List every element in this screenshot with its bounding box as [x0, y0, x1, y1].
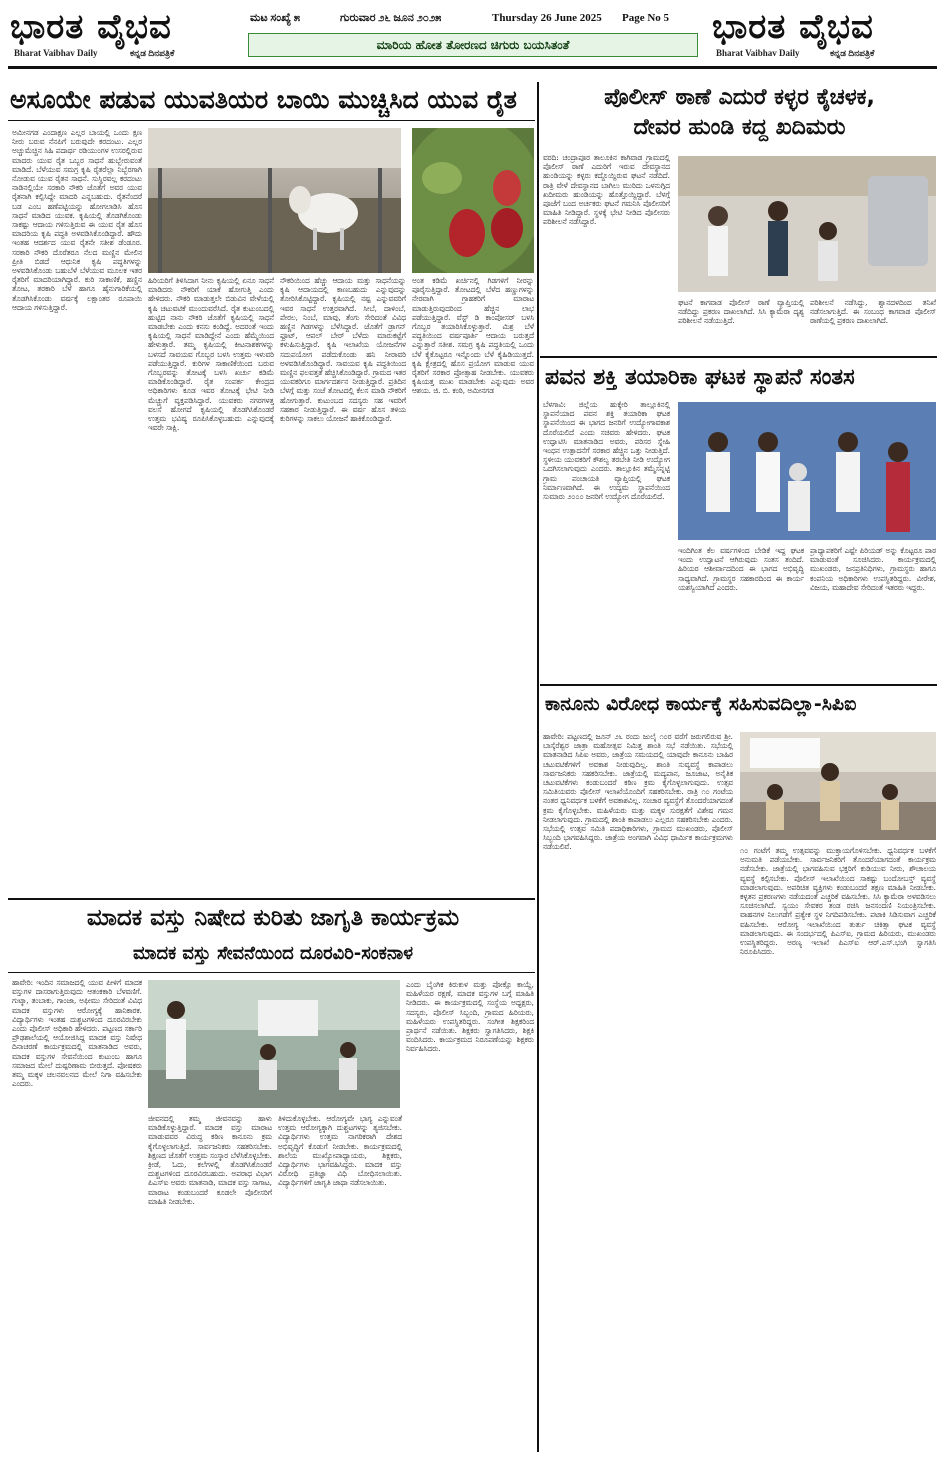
- a2-column-2: ಘಟನೆ ಕಾಗವಾಡ ಪೊಲೀಸ್ ಠಾಣೆ ವ್ಯಾಪ್ತಿಯಲ್ಲಿ ನಡೆದಿದ್ದು ಪ್ರಕರಣ ದಾಖಲಾಗಿದೆ. ಸಿಸಿ ಕ್ಯಾಮೆರಾ ದೃಶ್ಯ ಪರಿಶೀಲನೆ ನಡೆಯುತ್ತಿದೆ.: [678, 298, 804, 326]
- masthead-subtitle-en-left: Bharat Vaibhav Daily: [14, 48, 98, 58]
- masthead-strap: ಮಾರಿಯ ಹೋತ ತೋರಣದ ಚಿಗುರು ಬಯಸಿತಂತೆ: [248, 33, 698, 57]
- masthead-subtitle-kn-right: ಕನ್ನಡ ದಿನಪತ್ರಿಕೆ: [830, 48, 875, 58]
- masthead-title-right: ಭಾರತ ವೈಭವ: [712, 7, 874, 47]
- a2-column-3: ಪರಿಶೀಲನೆ ನಡೆಸಿದ್ದು, ಶ್ವಾನದಳದಿಂದ ತನಿಖೆ ನಡೆಸಲಾಗುತ್ತಿದೆ. ಈ ಸಂಬಂಧ ಕಾಗವಾಡ ಪೊಲೀಸ್ ಠಾಣೆಯಲ್ಲಿ ಪ್ರಕರಣ ದಾಖಲಾಗಿದೆ.: [810, 298, 936, 326]
- a1-column-1: ಅಮೀನಗಡ ಎಂದಾಕ್ಷಣ ಎಲ್ಲರ ಬಾಯಲ್ಲಿ ಒಂದು ಕ್ಷಣ ನೀರು ಬರುವ ನೆನಪಿಗೆ ಬರುವುದೇ ಕರದಂಟು. ಎಲ್ಲರ ಅಚ್ಚುಮೆಚ್ಚಿನ ಸಿಹಿ ಪದಾರ್ಥ ರಡಿಯುಂಗಳ ಉಸರಲ್ಲಿರುವ ಮಾದರು ಯುವ ರೈತ ಒಬ್ಬರ ಸಾಧನೆ ಹುಬ್ಬೇರುವಂತೆ ಮಾಡಿದೆ. ಬೆಳೆಯುವ ಸಮಗ್ರ ಕೃಷಿ ರೈತರೆಲ್ಲಾ ನಿಬ್ಬೆರಗಾಗಿ ನೋಡುವ ಯುವ ರೈತನ ಸಾಧನೆ. ಸುಸ್ಥಿರವಲ್ಲ ಕರದಂಟು ನಾಡಿನಲ್ಲಿಯೇ ಸರಕಾರಿ ನೌಕರಿ ಜೊತೆಗೆ ಅವರ ಯುವ ರೈತನಾಗಿ ಕಲ್ಪಿಸಿದ್ದೇ ಮಾದರಿ ಎನ್ನಬಹುದು. ರೈತನೆಂದರೆ ಬಡ ಎಂಬ ಹಣೆಪಟ್ಟಿಯನ್ನು ಹೋಗಲಾಡಿಸಿ ಹೊಸ ಸಾಧನೆ ಮಾಡಿದ ಯುವಕ. ಕೃಷಿಯಲ್ಲಿ ತೊಡಗಿಕೊಂಡು ಸಾಕಷ್ಟು ಆದಾಯ ಗಳಿಸುತ್ತಿರುವ ಈ ಯುವ ರೈತ ಹೊಸ ಮಾದರಿಯ ಕೃಷಿ ಪದ್ಧತಿ ಅಳವಡಿಸಿಕೊಂಡಿದ್ದಾರೆ. ಹೌದು ಇಂತಹ ಆದರ್ಶದ ಯುವ ರೈತನೇ ಸತೀಶ ಡೆಂಡೂರ. ಸರಕಾರಿ ನೌಕರಿ ದೊರೆತರೂ ನೆಲದ ಮಣ್ಣಿನ ಮೇಲಿನ ಪ್ರೀತಿ ಬಿಡದೆ ಆಧುನಿಕ ಕೃಷಿ ಪದ್ಧತಿಗಳನ್ನು ಅಳವಡಿಸಿಕೊಂಡು ಬಹುಬೆಳೆ ಬೆಳೆಯುವ ಮೂಲಕ ಇತರ ರೈತರಿಗೆ ಮಾದರಿಯಾಗಿದ್ದಾರೆ. ಕುರಿ ಸಾಕಾಣಿಕೆ, ಹಣ್ಣಿನ ತೋಟ, ತರಕಾರಿ ಬೆಳೆ ಹಾಗೂ ಹೈನುಗಾರಿಕೆಯಲ್ಲಿ ತೊಡಗಿಸಿಕೊಂಡು ವರ್ಷಕ್ಕೆ ಲಕ್ಷಾಂತರ ರೂಪಾಯಿ ಆದಾಯ ಗಳಿಸುತ್ತಿದ್ದಾರೆ.: [12, 128, 142, 312]
- a5-column-2: ಜೀವನದಲ್ಲಿ ತಮ್ಮ ಜೀವನವನ್ನು ಹಾಳು ಮಾಡಿಕೊಳ್ಳುತ್ತಿದ್ದಾರೆ. ಮಾದಕ ವಸ್ತು ಮಾರಾಟ ಮಾಡುವವರ ವಿರುದ್ಧ ಕಠಿಣ ಕಾನೂನು ಕ್ರಮ ಕೈಗೊಳ್ಳಲಾಗುತ್ತಿದೆ. ಸಾರ್ವಜನಿಕರು ಸಹಕರಿಸಬೇಕು. ಶಿಕ್ಷಣದ ಜೊತೆಗೆ ಉತ್ತಮ ಸಂಸ್ಕಾರ ಬೆಳೆಸಿಕೊಳ್ಳಬೇಕು. ಕ್ರೀಡೆ, ಓದು, ಕಲೆಗಳಲ್ಲಿ ತೊಡಗಿಸಿಕೊಂಡರೆ ದುಶ್ಚಟಗಳಿಂದ ದೂರವಿರಬಹುದು. ಅಪರಾಧ ವಿಭಾಗ ಪಿಎಸ್ಐ ಅವರು ಮಾತನಾಡಿ, ಮಾದಕ ವಸ್ತು ಸಾಗಾಟ, ಮಾರಾಟ ಕಂಡುಬಂದರೆ ಕೂಡಲೇ ಪೊಲೀಸರಿಗೆ ಮಾಹಿತಿ ನೀಡಬೇಕು.: [148, 1114, 272, 1206]
- section-rule-1: [8, 898, 535, 900]
- a3-column-2: ಇಂದಿಗಿಂತ ಕೆಲ ವರ್ಷಗಳಿಂದ ಬೇಡಿಕೆ ಇದ್ದ ಘಟಕ ಇಂದು ಉದ್ಘಾಟನೆ ಆಗಿರುವುದು ಸಂತಸ ತಂದಿದೆ. ಹಿರಿಯರ ಆಶೀರ್ವಾದದಿಂದ ಈ ಭಾಗದ ಅಭಿವೃದ್ಧಿ ಸಾಧ್ಯವಾಗಿದೆ. ಗ್ರಾಮಸ್ಥರ ಸಹಕಾರದಿಂದ ಈ ಕಾರ್ಯ ಯಶಸ್ವಿಯಾಗಿದೆ ಎಂದರು.: [678, 546, 804, 592]
- a1-column-4: ಅಂತ ಕಡಿಮೆ ಖರ್ಚಿನಲ್ಲಿ ಗಿಡಗಳಿಗೆ ನೀರನ್ನು ಪೂರೈಸುತ್ತಿದ್ದಾರೆ. ತೋಟದಲ್ಲಿ ಬೆಳೆದ ಹಣ್ಣುಗಳನ್ನು ನೇರವಾಗಿ ಗ್ರಾಹಕರಿಗೆ ಮಾರಾಟ ಮಾಡುತ್ತಿರುವುದರಿಂದ ಹೆಚ್ಚಿನ ಲಾಭ ಪಡೆಯುತ್ತಿದ್ದಾರೆ. ವೆಸ್ಟ್ ಡಿ ಕಾಂಪೋಸರ್ ಬಳಸಿ ಗೊಬ್ಬರ ತಯಾರಿಸಿಕೊಳ್ಳುತ್ತಾರೆ. ಮಿಶ್ರ ಬೆಳೆ ಪದ್ಧತಿಯಿಂದ ವರ್ಷಪೂರ್ತಿ ಆದಾಯ ಬರುತ್ತದೆ ಎನ್ನುತ್ತಾರೆ ಸತೀಶ. ಸಮಗ್ರ ಕೃಷಿ ಪದ್ಧತಿಯಲ್ಲಿ ಒಂದು ಬೆಳೆ ಕೈಕೊಟ್ಟರೂ ಇನ್ನೊಂದು ಬೆಳೆ ಕೈಹಿಡಿಯುತ್ತದೆ. ಕೃಷಿ ಕ್ಷೇತ್ರದಲ್ಲಿ ಹೊಸ ಪ್ರಯೋಗ ಮಾಡುವ ಯುವ ರೈತರಿಗೆ ಸರಕಾರ ಪ್ರೋತ್ಸಾಹ ನೀಡಬೇಕು. ಯುವಕರು ಕೃಷಿಯತ್ತ ಮುಖ ಮಾಡಬೇಕು ಎನ್ನುವುದು ಅವರ ಆಶಯ. ಜಿ. ಬಿ. ಕಂಠಿ, ಅಮೀನಗಡ: [412, 276, 534, 396]
- fruit-photo: [412, 128, 534, 273]
- a5-column-3: ತಿಳಿದುಕೊಳ್ಳಬೇಕು. ಆರೋಗ್ಯವೇ ಭಾಗ್ಯ ಎನ್ನುವಂತೆ ಉತ್ತಮ ಆರೋಗ್ಯಕ್ಕಾಗಿ ದುಶ್ಚಟಗಳನ್ನು ತ್ಯಜಿಸಬೇಕು. ವಿದ್ಯಾರ್ಥಿಗಳು ಉತ್ತಮ ನಾಗರಿಕರಾಗಿ ದೇಶದ ಅಭಿವೃದ್ಧಿಗೆ ಕೊಡುಗೆ ನೀಡಬೇಕು. ಕಾರ್ಯಕ್ರಮದಲ್ಲಿ ಶಾಲೆಯ ಮುಖ್ಯೋಪಾಧ್ಯಾಯರು, ಶಿಕ್ಷಕರು, ವಿದ್ಯಾರ್ಥಿಗಳು ಭಾಗವಹಿಸಿದ್ದರು. ಮಾದಕ ವಸ್ತು ವಿರೋಧಿ ಪ್ರತಿಜ್ಞಾ ವಿಧಿ ಬೋಧಿಸಲಾಯಿತು. ವಿದ್ಯಾರ್ಥಿಗಳಿಗೆ ಜಾಗೃತಿ ಜಾಥಾ ನಡೆಸಲಾಯಿತು.: [278, 1114, 402, 1188]
- masthead-title-left: ಭಾರತ ವೈಭವ: [10, 7, 172, 47]
- column-divider: [537, 82, 539, 1452]
- headline-young-farmer: ಅಸೂಯೇ ಪಡುವ ಯುವತಿಯರ ಬಾಯಿ ಮುಚ್ಚಿಸಿದ ಯುವ ರೈತ: [10, 85, 517, 114]
- a5-column-1: ಹಾವೇರಿ: ಇಂದಿನ ಸಮಾಜದಲ್ಲಿ ಯುವ ಪೀಳಿಗೆ ಮಾದಕ ವಸ್ತುಗಳ ದಾಸರಾಗುತ್ತಿರುವುದು ಆತಂಕಕಾರಿ ಬೆಳವಣಿಗೆ. ಗುಟ್ಕಾ, ತಂಬಾಕು, ಗಾಂಜಾ, ಅಫೀಮು ಸೇರಿದಂತೆ ವಿವಿಧ ಮಾದಕ ವಸ್ತುಗಳು ಆರೋಗ್ಯಕ್ಕೆ ಹಾನಿಕಾರಕ. ವಿದ್ಯಾರ್ಥಿಗಳು ಇಂತಹ ದುಶ್ಚಟಗಳಿಂದ ದೂರವಿರಬೇಕು ಎಂದು ಪೊಲೀಸ್ ಅಧಿಕಾರಿ ಹೇಳಿದರು. ಪಟ್ಟಣದ ಸರ್ಕಾರಿ ಪ್ರೌಢಶಾಲೆಯಲ್ಲಿ ಆಯೋಜಿಸಿದ್ದ ಮಾದಕ ವಸ್ತು ನಿಷೇಧ ದಿನಾಚರಣೆ ಕಾರ್ಯಕ್ರಮದಲ್ಲಿ ಮಾತನಾಡಿದ ಅವರು, ಮಾದಕ ವಸ್ತುಗಳ ಸೇವನೆಯಿಂದ ಕುಟುಂಬ ಹಾಗೂ ಸಮಾಜದ ಮೇಲೆ ದುಷ್ಪರಿಣಾಮ ಬೀರುತ್ತದೆ. ಪೋಷಕರು ತಮ್ಮ ಮಕ್ಕಳ ಚಲನವಲನದ ಮೇಲೆ ನಿಗಾ ವಹಿಸಬೇಕು ಎಂದರು.: [12, 978, 142, 1089]
- temple-theft-photo: [678, 156, 936, 292]
- a5-column-4: ಎಂದು ಬೈಂಗಿಕ ಕಿರುಕುಳ ಮತ್ತು ಪೋಕ್ಸೊ ಕಾಯ್ದೆ, ಮಹಿಳೆಯರ ರಕ್ಷಣೆ, ಮಾದಕ ವಸ್ತುಗಳ ಬಗ್ಗೆ ಮಾಹಿತಿ ನೀಡಿದರು. ಈ ಕಾರ್ಯಕ್ರಮದಲ್ಲಿ ಸಂಸ್ಥೆಯ ಅಧ್ಯಕ್ಷರು, ಸದಸ್ಯರು, ಪೊಲೀಸ್ ಸಿಬ್ಬಂದಿ, ಗ್ರಾಮದ ಹಿರಿಯರು, ಮಹಿಳೆಯರು ಉಪಸ್ಥಿತರಿದ್ದರು. ಸಂಗೀತ ಶಿಕ್ಷಕರಿಂದ ಪ್ರಾರ್ಥನೆ ನಡೆಯಿತು. ಶಿಕ್ಷಕರು ಸ್ವಾಗತಿಸಿದರು, ಶಿಕ್ಷಕಿ ವಂದಿಸಿದರು. ಕಾರ್ಯಕ್ರಮದ ನಿರೂಪಣೆಯನ್ನು ಶಿಕ್ಷಕರು ನಿರ್ವಹಿಸಿದರು.: [406, 980, 534, 1054]
- masthead-subtitle-kn-left: ಕನ್ನಡ ದಿನಪತ್ರಿಕೆ: [130, 48, 175, 58]
- headline-temple-theft-1: ಪೊಲೀಸ್ ಠಾಣೆ ಎದುರೆ ಕಳ್ಳರ ಕೈಚಳಕ,: [604, 85, 875, 110]
- a3-column-1: ಬೆಳಗಾವಿ: ಜಿಲ್ಲೆಯ ಹುಕ್ಕೇರಿ ತಾಲ್ಲೂಕಿನಲ್ಲಿ ಸ್ಥಾಪನೆಯಾದ ಪವನ ಶಕ್ತಿ ತಯಾರಿಕಾ ಘಟಕ ಸ್ಥಾಪನೆಯಿಂದ ಈ ಭಾಗದ ಜನರಿಗೆ ಉದ್ಯೋಗಾವಕಾಶ ದೊರೆಯಲಿದೆ ಎಂದು ಸಚಿವರು ಹೇಳಿದರು. ಘಟಕ ಉದ್ಘಾಟಿಸಿ ಮಾತನಾಡಿದ ಅವರು, ಪರಿಸರ ಸ್ನೇಹಿ ಇಂಧನ ಉತ್ಪಾದನೆಗೆ ಸರಕಾರ ಹೆಚ್ಚಿನ ಒತ್ತು ನೀಡುತ್ತಿದೆ. ಸ್ಥಳೀಯ ಯುವಕರಿಗೆ ಕೌಶಲ್ಯ ತರಬೇತಿ ನೀಡಿ ಉದ್ಯೋಗ ಒದಗಿಸಲಾಗುವುದು ಎಂದರು. ತಾಲ್ಲೂಕಿನ ತಮ್ಮೆಸನ್ನಟ್ಟಿ ಗ್ರಾಮ ಪಂಚಾಯತಿ ವ್ಯಾಪ್ತಿಯಲ್ಲಿ ಘಟಕ ನಿರ್ಮಾಣವಾಗಿದೆ. ಈ ಉದ್ಯಮ ಸ್ಥಾಪನೆಯಿಂದ ಸುಮಾರು ೨೦೦೦ ಜನರಿಗೆ ಉದ್ಯೋಗ ದೊರೆಯಲಿದೆ.: [543, 400, 670, 502]
- headline-rule: [8, 120, 535, 121]
- date-kannada: ಗುರುವಾರ ೨೬ ಜೂನ ೨೦೨೫: [340, 12, 442, 24]
- a3-column-3: ಪ್ರಾಧ್ಯಾಪಕರಿಗೆ ಎಷ್ಟೇ ಪಿರಿಯಡ್ ಅನ್ನು ಕೊಟ್ಟರೂ ಪಾಠ ಮಾಡುವಂತೆ ಸೂಚಿಸಿದರು. ಕಾರ್ಯಕ್ರಮದಲ್ಲಿ ಮುಖಂಡರು, ಜನಪ್ರತಿನಿಧಿಗಳು, ಗ್ರಾಮಸ್ಥರು ಹಾಗೂ ಕಂಪನಿಯ ಅಧಿಕಾರಿಗಳು ಉಪಸ್ಥಿತರಿದ್ದರು. ವೀರೇಶ, ವಿಜಯ, ಮಹಾದೇವ ಸೇರಿದಂತೆ ಇತರರು ಇದ್ದರು.: [810, 546, 936, 592]
- issue-number: ಮಟ ಸಂಖ್ಯೆ ೫: [250, 12, 300, 24]
- section-rule-2: [540, 356, 937, 358]
- subheadline-drug-awareness: ಮಾದಕ ವಸ್ತು ಸೇವನೆಯಿಂದ ದೂರವಿರಿ-ಸಂಕನಾಳ: [132, 943, 414, 964]
- sheep-photo: [148, 128, 401, 273]
- masthead-rule: [8, 66, 937, 69]
- headline-cpi-warning: ಕಾನೂನು ವಿರೋಧ ಕಾರ್ಯಕ್ಕೆ ಸಹಿಸುವದಿಲ್ಲಾ-ಸಿಪಿಐ: [545, 693, 857, 715]
- headline-wind-power: ಪವನ ಶಕ್ತಿ ತಯಾರಿಕಾ ಘಟಕ ಸ್ಥಾಪನೆ ಸಂತಸ: [545, 365, 855, 390]
- a1-column-2: ಹಿರಿಯರಿಗೆ ತಿಳಿಸಿದಾಗ ನೀನು ಕೃಷಿಯಲ್ಲಿ ಏನೂ ಸಾಧನೆ ಮಾಡಿದರು ನೌಕರಿಗೆ ಯಾಕೆ ಹೋಗುತ್ತಿ ಎಂದು ಹೇಳಿದರು. ನೌಕರಿ ಮಾಡುತ್ತಲೇ ಬಿಡುವಿನ ವೇಳೆಯಲ್ಲಿ ಕೃಷಿ ಚಟುವಟಿಕೆ ಮುಂದುವರೆಸಿದೆ. ರೈತ ಕುಟುಂಬದಲ್ಲಿ ಹುಟ್ಟಿದ ನಾನು ನೌಕರಿ ಜೊತೆಗೆ ಕೃಷಿಯಲ್ಲಿ ಸಾಧನೆ ಮಾಡಬೇಕು ಎಂದು ಕನಸು ಕಂಡಿದ್ದೆ. ಅದರಂತೆ ಇಂದು ಕೃಷಿಯಲ್ಲಿ ಸಾಧನೆ ಮಾಡಿದ್ದೇನೆ ಎಂದು ಹೆಮ್ಮೆಯಿಂದ ಹೇಳುತ್ತಾರೆ. ತಮ್ಮ ಕೃಷಿಯಲ್ಲಿ ಕೀಟನಾಶಕಗಳನ್ನು ಬಳಸದೆ ಸಾವಯವ ಗೊಬ್ಬರ ಬಳಸಿ ಉತ್ತಮ ಇಳುವರಿ ಪಡೆಯುತ್ತಿದ್ದಾರೆ. ಕುರಿಗಳ ಸಾಕಾಣಿಕೆಯಿಂದ ಬರುವ ಗೊಬ್ಬರವನ್ನು ತೋಟಕ್ಕೆ ಬಳಸಿ ಖರ್ಚು ಕಡಿಮೆ ಮಾಡಿಕೊಂಡಿದ್ದಾರೆ. ರೈತ ಸಂಪರ್ಕ ಕೇಂದ್ರದ ಅಧಿಕಾರಿಗಳು ಕೂಡ ಇವರ ತೋಟಕ್ಕೆ ಭೇಟಿ ನೀಡಿ ಮೆಚ್ಚುಗೆ ವ್ಯಕ್ತಪಡಿಸಿದ್ದಾರೆ. ಯುವಕರು ನಗರಗಳತ್ತ ವಲಸೆ ಹೋಗದೆ ಕೃಷಿಯಲ್ಲಿ ತೊಡಗಿಸಿಕೊಂಡರೆ ಉತ್ತಮ ಭವಿಷ್ಯ ರೂಪಿಸಿಕೊಳ್ಳಬಹುದು ಎನ್ನುವುದಕ್ಕೆ ಇವರೇ ಸಾಕ್ಷಿ.: [148, 276, 274, 433]
- a2-column-1: ವರದಿ: ಚಂದ್ರಾಪೂರ ತಾಲೂಕಿನ ಕಾಗಿವಾಡ ಗ್ರಾಮದಲ್ಲಿ ಪೊಲೀಸ್ ಠಾಣೆ ಎದುರಿಗೆ ಇರುವ ದೇವಸ್ಥಾನದ ಹುಂಡಿಯನ್ನು ಕಳ್ಳರು ಕದ್ದೊಯ್ದಿರುವ ಘಟನೆ ನಡೆದಿದೆ. ರಾತ್ರಿ ವೇಳೆ ದೇವಸ್ಥಾನದ ಬಾಗಿಲು ಮುರಿದು ಒಳನುಗ್ಗಿದ ಖದೀಮರು ಹುಂಡಿಯನ್ನು ಹೊತ್ತೊಯ್ದಿದ್ದಾರೆ. ಬೆಳಗ್ಗೆ ಪೂಜೆಗೆ ಬಂದ ಅರ್ಚಕರು ಘಟನೆ ಗಮನಿಸಿ ಪೊಲೀಸರಿಗೆ ಮಾಹಿತಿ ನೀಡಿದ್ದಾರೆ. ಸ್ಥಳಕ್ಕೆ ಭೇಟಿ ನೀಡಿದ ಪೊಲೀಸರು ಪರಿಶೀಲನೆ ನಡೆಸಿದ್ದಾರೆ.: [543, 153, 670, 227]
- headline-drug-awareness: ಮಾದಕ ವಸ್ತು ನಿಷೇದ ಕುರಿತು ಜಾಗೃತಿ ಕಾರ್ಯಕ್ರಮ: [86, 905, 460, 931]
- a1-column-3: ನೌಕರಿಯಿಂದ ಹೆಚ್ಚು ಆದಾಯ ಮತ್ತು ಸಾಧನೆಯನ್ನು ಕೃಷಿ ಆದಾಯದಲ್ಲಿ ಕಾಣಬಹುದು ಎನ್ನುವುದನ್ನು ತೋರಿಸಿಕೊಟ್ಟಿದ್ದಾರೆ. ಕೃಷಿಯಲ್ಲಿ ನಷ್ಟ ಎನ್ನುವವರಿಗೆ ಇವರ ಸಾಧನೆ ಉತ್ತರವಾಗಿದೆ. ಸೀಬೆ, ದಾಳಿಂಬೆ, ಪೇರಲ, ನಿಂಬೆ, ಮಾವು, ತೆಂಗು ಸೇರಿದಂತೆ ವಿವಿಧ ಹಣ್ಣಿನ ಗಿಡಗಳನ್ನು ಬೆಳೆಸಿದ್ದಾರೆ. ಜೊತೆಗೆ ಡ್ರಾಗನ್ ಫ್ರೂಟ್, ಆಪಲ್ ಬೇರ್ ಬೆಳೆದು ಮಾರುಕಟ್ಟೆಗೆ ಕಳುಹಿಸುತ್ತಿದ್ದಾರೆ. ಕೃಷಿ ಇಲಾಖೆಯ ಯೋಜನೆಗಳ ಸದುಪಯೋಗ ಪಡೆದುಕೊಂಡು ಹನಿ ನೀರಾವರಿ ಅಳವಡಿಸಿಕೊಂಡಿದ್ದಾರೆ. ಸಾವಯವ ಕೃಷಿ ಪದ್ಧತಿಯಿಂದ ಮಣ್ಣಿನ ಫಲವತ್ತತೆ ಹೆಚ್ಚಿಸಿಕೊಂಡಿದ್ದಾರೆ. ಗ್ರಾಮದ ಇತರ ಯುವಕರಿಗೂ ಮಾರ್ಗದರ್ಶನ ನೀಡುತ್ತಿದ್ದಾರೆ. ಪ್ರತಿದಿನ ಬೆಳಗ್ಗೆ ಮತ್ತು ಸಂಜೆ ತೋಟದಲ್ಲಿ ಕೆಲಸ ಮಾಡಿ ನೌಕರಿಗೆ ಹೋಗುತ್ತಾರೆ. ಕುಟುಂಬದ ಸದಸ್ಯರು ಸಹ ಇವರಿಗೆ ಸಹಕಾರ ನೀಡುತ್ತಿದ್ದಾರೆ. ಈ ವರ್ಷ ಹೊಸ ತಳಿಯ ಕುರಿಗಳನ್ನು ಸಾಕಲು ಯೋಜನೆ ಹಾಕಿಕೊಂಡಿದ್ದಾರೆ.: [280, 276, 406, 424]
- wind-power-photo: [678, 402, 936, 540]
- a4-column-1: ಹಾವೇರಿ: ಪಟ್ಟಣದಲ್ಲಿ ಜೂನ್ ೨೬ ರಂದು ಜುಲೈ ೧೦ರ ವರೆಗೆ ಜರುಗಲಿರುವ ಶ್ರೀ. ಬಾಸ್ಕೆರೆಶ್ವರ ಜಾತ್ರಾ ಮಹೋತ್ಸವ ನಿಮಿತ್ತ ಶಾಂತಿ ಸಭೆ ನಡೆಯಿತು. ಸಭೆಯಲ್ಲಿ ಮಾತನಾಡಿದ ಸಿಪಿಐ ಅವರು, ಜಾತ್ರೆಯ ಸಮಯದಲ್ಲಿ ಯಾವುದೇ ಕಾನೂನು ಬಾಹಿರ ಚಟುವಟಿಕೆಗಳಿಗೆ ಅವಕಾಶ ನೀಡುವುದಿಲ್ಲ. ಶಾಂತಿ ಸುವ್ಯವಸ್ಥೆ ಕಾಪಾಡಲು ಸಾರ್ವಜನಿಕರು ಸಹಕರಿಸಬೇಕು. ಜಾತ್ರೆಯಲ್ಲಿ ಮದ್ಯಪಾನ, ಜೂಜಾಟ, ಅನೈತಿಕ ಚಟುವಟಿಕೆಗಳು ಕಂಡುಬಂದರೆ ಕಠಿಣ ಕ್ರಮ ಕೈಗೊಳ್ಳಲಾಗುವುದು. ಉತ್ಸವ ಸಮಿತಿಯವರು ಪೊಲೀಸ್ ಇಲಾಖೆಯೊಂದಿಗೆ ಸಹಕರಿಸಬೇಕು. ರಾತ್ರಿ ೧೦ ಗಂಟೆಯ ನಂತರ ಧ್ವನಿವರ್ಧಕ ಬಳಕೆಗೆ ಅವಕಾಶವಿಲ್ಲ. ಸಂಚಾರ ವ್ಯವಸ್ಥೆಗೆ ತೊಂದರೆಯಾಗದಂತೆ ಕ್ರಮ ಕೈಗೊಳ್ಳಬೇಕು. ಮಹಿಳೆಯರು ಮತ್ತು ಮಕ್ಕಳ ಸುರಕ್ಷತೆಗೆ ವಿಶೇಷ ಗಮನ ನೀಡಲಾಗುವುದು. ಗ್ರಾಮದಲ್ಲಿ ಶಾಂತಿ ಕಾಪಾಡಲು ಎಲ್ಲರೂ ಸಹಕರಿಸಬೇಕು ಎಂದರು. ಸಭೆಯಲ್ಲಿ ಉತ್ಸವ ಸಮಿತಿ ಪದಾಧಿಕಾರಿಗಳು, ಗ್ರಾಮದ ಮುಖಂಡರು, ಪೊಲೀಸ್ ಸಿಬ್ಬಂದಿ ಭಾಗವಹಿಸಿದ್ದರು. ಜಾತ್ರೆಯ ಅಂಗವಾಗಿ ವಿವಿಧ ಧಾರ್ಮಿಕ ಕಾರ್ಯಕ್ರಮಗಳು ನಡೆಯಲಿವೆ.: [543, 732, 733, 852]
- headline-rule-5: [8, 972, 535, 973]
- peace-meeting-photo: [740, 732, 936, 840]
- drug-awareness-photo: [148, 980, 400, 1108]
- page-number: Page No 5: [622, 12, 670, 24]
- headline-temple-theft-2: ದೇವರ ಹುಂಡಿ ಕದ್ದ ಖದಿಮರು: [633, 115, 846, 140]
- section-rule-3: [540, 684, 937, 686]
- a4-column-2: ೧೦ ಗಂಟೆಗೆ ತಮ್ಮ ಉತ್ಸವವನ್ನು ಮುಕ್ತಾಯಗೊಳಿಸಬೇಕು. ಧ್ವನಿವರ್ಧಕ ಬಳಕೆಗೆ ಅನುಮತಿ ಪಡೆಯಬೇಕು. ಸಾರ್ವಜನಿಕರಿಗೆ ತೊಂದರೆಯಾಗದಂತೆ ಕಾರ್ಯಕ್ರಮ ನಡೆಸಬೇಕು. ಜಾತ್ರೆಯಲ್ಲಿ ಭಾಗವಹಿಸುವ ಭಕ್ತರಿಗೆ ಕುಡಿಯುವ ನೀರು, ಶೌಚಾಲಯ ವ್ಯವಸ್ಥೆ ಕಲ್ಪಿಸಬೇಕು. ಪೊಲೀಸ್ ಇಲಾಖೆಯಿಂದ ಸಾಕಷ್ಟು ಬಂದೋಬಸ್ತ್ ವ್ಯವಸ್ಥೆ ಮಾಡಲಾಗುವುದು. ಅಪರಿಚಿತ ವ್ಯಕ್ತಿಗಳು ಕಂಡುಬಂದರೆ ತಕ್ಷಣ ಮಾಹಿತಿ ನೀಡಬೇಕು. ಕಳ್ಳತನ ಪ್ರಕರಣಗಳು ನಡೆಯದಂತೆ ಎಚ್ಚರಿಕೆ ವಹಿಸಬೇಕು. ಸಿಸಿ ಕ್ಯಾಮೆರಾ ಅಳವಡಿಸಲು ಸೂಚಿಸಲಾಗಿದೆ. ಸ್ವಯಂ ಸೇವಕರ ತಂಡ ರಚಿಸಿ ಜನಸಂದಣಿ ನಿಯಂತ್ರಿಸಬೇಕು. ವಾಹನಗಳ ನಿಲುಗಡೆಗೆ ಪ್ರತ್ಯೇಕ ಸ್ಥಳ ನಿಗದಿಪಡಿಸಬೇಕು. ಪಟಾಕಿ ಸಿಡಿಸುವಾಗ ಎಚ್ಚರಿಕೆ ವಹಿಸಬೇಕು. ಆರೋಗ್ಯ ಇಲಾಖೆಯಿಂದ ತುರ್ತು ಚಿಕಿತ್ಸಾ ಘಟಕ ವ್ಯವಸ್ಥೆ ಮಾಡಲಾಗುವುದು. ಈ ಸಂದರ್ಭದಲ್ಲಿ ಪಿಎಸ್ಐ, ಗ್ರಾಮದ ಹಿರಿಯರು, ಮುಖಂಡರು ಉಪಸ್ಥಿತರಿದ್ದರು. ಅರಣ್ಯ ಇಲಾಖೆ ಪಿಎಸ್ಐ ಆರ್.ಎಸ್.ಭಂಗಿ ಸ್ವಾಗತಿಸಿ ನಿರೂಪಿಸಿದರು.: [740, 846, 936, 957]
- masthead-subtitle-en-right: Bharat Vaibhav Daily: [716, 48, 800, 58]
- date-english: Thursday 26 June 2025: [492, 12, 602, 24]
